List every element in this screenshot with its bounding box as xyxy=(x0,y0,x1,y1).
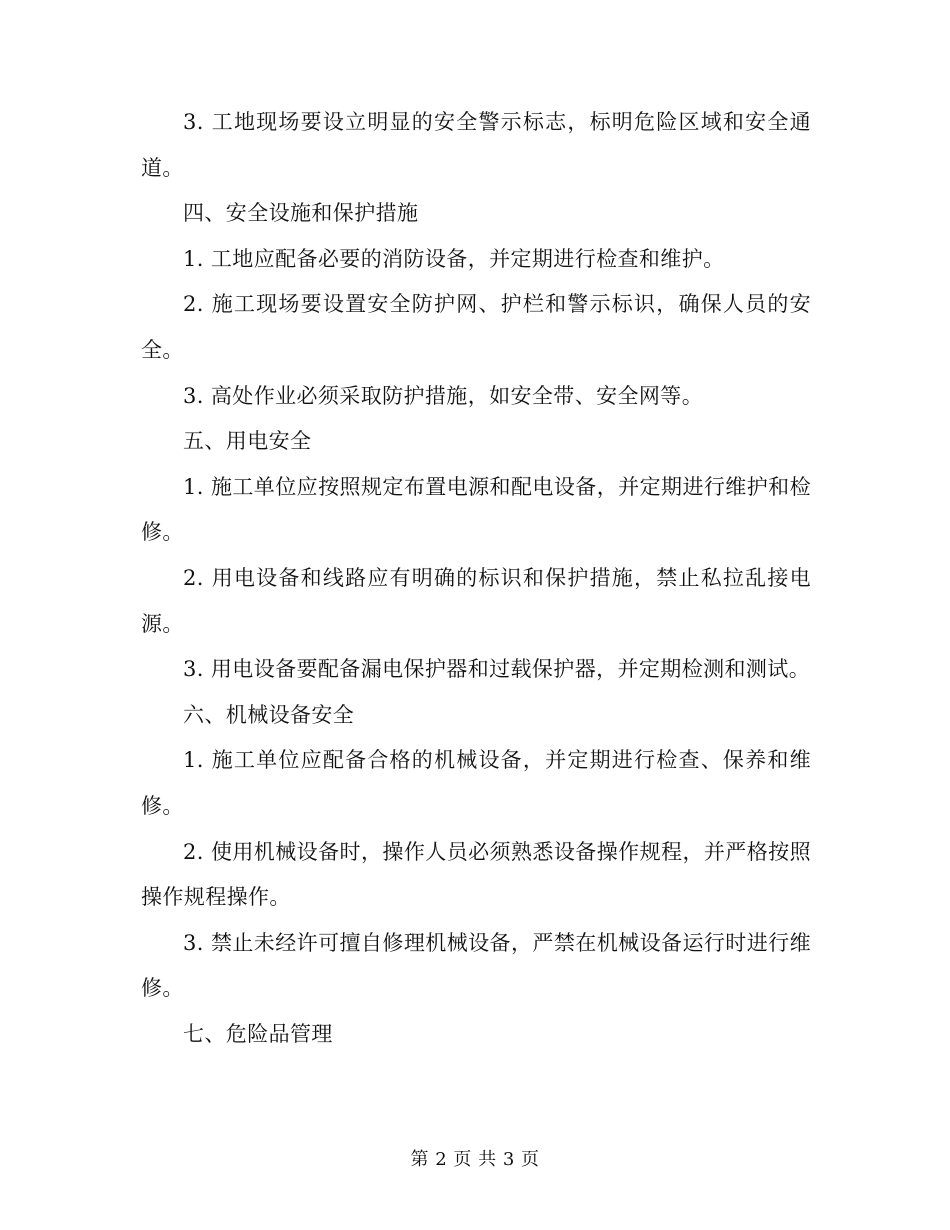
paragraph-item-2-wiring-marks: 2. 用电设备和线路应有明确的标识和保护措施，禁止私拉乱接电源。 xyxy=(141,565,811,636)
section-heading-5: 五、用电安全 xyxy=(183,429,312,454)
paragraph-item-3-signage: 3. 工地现场要设立明显的安全警示标志，标明危险区域和安全通道。 xyxy=(141,110,811,180)
paragraph-item-2-protective-net: 2. 施工现场要设置安全防护网、护栏和警示标识，确保人员的安全。 xyxy=(141,292,811,362)
page-footer xyxy=(0,1148,950,1172)
document-body xyxy=(141,100,811,1057)
paragraph-item-1-qualified-machinery: 1. 施工单位应配备合格的机械设备，并定期进行检查、保养和维修。 xyxy=(141,748,811,818)
paragraph-item-3-height-work: 3. 高处作业必须采取防护措施，如安全带、安全网等。 xyxy=(183,383,704,408)
section-heading-7: 七、危险品管理 xyxy=(183,1021,333,1046)
paragraph-item-1-power-layout: 1. 施工单位应按照规定布置电源和配电设备，并定期进行维护和检修。 xyxy=(141,474,811,545)
paragraph-item-3-leakage-protector: 3. 用电设备要配备漏电保护器和过载保护器，并定期检测和测试。 xyxy=(183,657,811,682)
paragraph-item-1-fire-equipment: 1. 工地应配备必要的消防设备，并定期进行检查和维护。 xyxy=(183,246,725,271)
section-heading-6: 六、机械设备安全 xyxy=(183,702,355,727)
page-number-text: 第 2 页 共 3 页 xyxy=(410,1149,540,1170)
paragraph-item-3-no-unauthorized-repair: 3. 禁止未经许可擅自修理机械设备，严禁在机械设备运行时进行维修。 xyxy=(141,930,811,1001)
paragraph-item-2-operating-rules: 2. 使用机械设备时，操作人员必须熟悉设备操作规程，并严格按照操作规程操作。 xyxy=(141,839,811,910)
section-heading-4: 四、安全设施和保护措施 xyxy=(183,201,419,226)
